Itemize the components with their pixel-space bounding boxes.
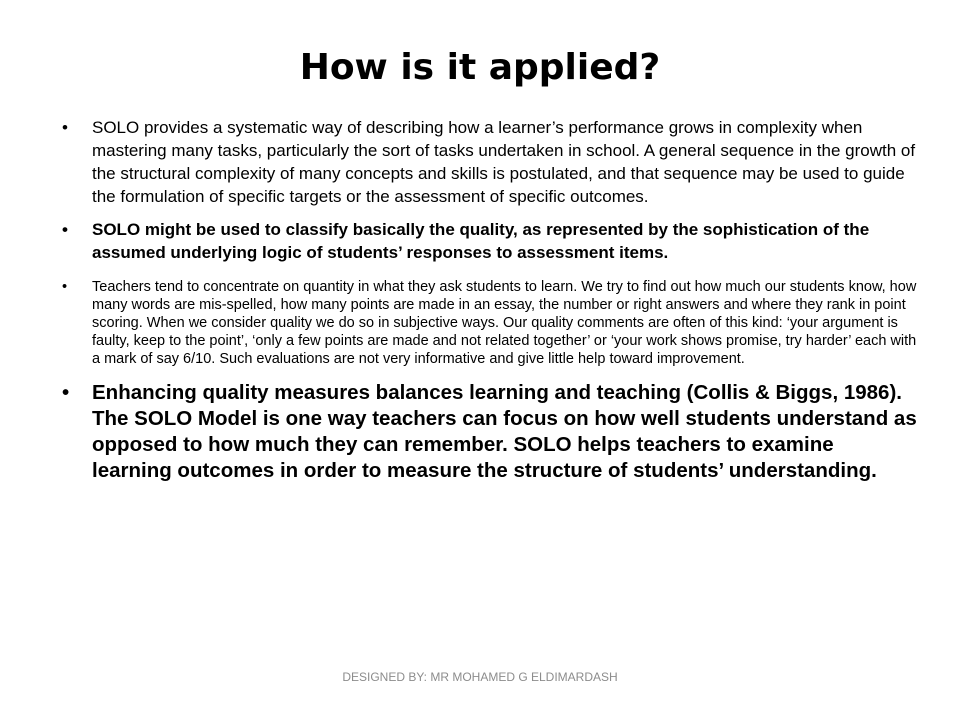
bullet-dot-icon: •: [62, 279, 68, 295]
bullet-item-enhancing-quality: [62, 380, 918, 484]
slide-title: How is it applied?: [299, 47, 661, 88]
bullet-dot-icon: •: [62, 381, 70, 404]
bullet-text: SOLO might be used to classify basically the quality, as represented by the sophistication of the assumed underlying logic of students’ responses to assessment items.: [92, 220, 870, 262]
bullet-text: Teachers tend to concentrate on quantity in what they ask students to learn. We try to find out how much our students know, how many words are mis-spelled, how many points are made in an essay, the number or right answers and where they rank in point scoring. When we consider quality we do so in subjective ways. Our quality comments are often of this kind: ‘your argument is faulty, keep to the point’, ‘only a few points are made and not related together’ or ‘your work shows promise, try harder’ each with a mark of say 6/10. Such evaluations are not very informative and give little help toward improvement.: [92, 279, 917, 367]
bullet-item-classify-quality: [62, 218, 918, 264]
bullet-list: [62, 116, 918, 484]
bullet-item-teachers-quantity: [62, 278, 918, 368]
bullet-dot-icon: •: [62, 118, 68, 137]
footer-credit: DESIGNED BY: MR MOHAMED G ELDIMARDASH: [342, 670, 618, 684]
bullet-item-systematic-way: [62, 116, 918, 208]
bullet-text: SOLO provides a systematic way of describing how a learner’s performance grows in complexity when mastering many tasks, particularly the sort of tasks undertaken in school. A general sequence in the growth of the structural complexity of many concepts and skills is postulated, and that sequence may be used to guide the formulation of specific targets or the assessment of specific outcomes.: [92, 118, 916, 206]
bullet-dot-icon: •: [62, 220, 68, 239]
bullet-text: Enhancing quality measures balances learning and teaching (Collis & Biggs, 1986). The SOLO Model is one way teachers can focus on how well students understand as opposed to how much they can remember. SOLO helps teachers to examine learning outcomes in order to measure the structure of students’ understanding.: [92, 381, 917, 482]
